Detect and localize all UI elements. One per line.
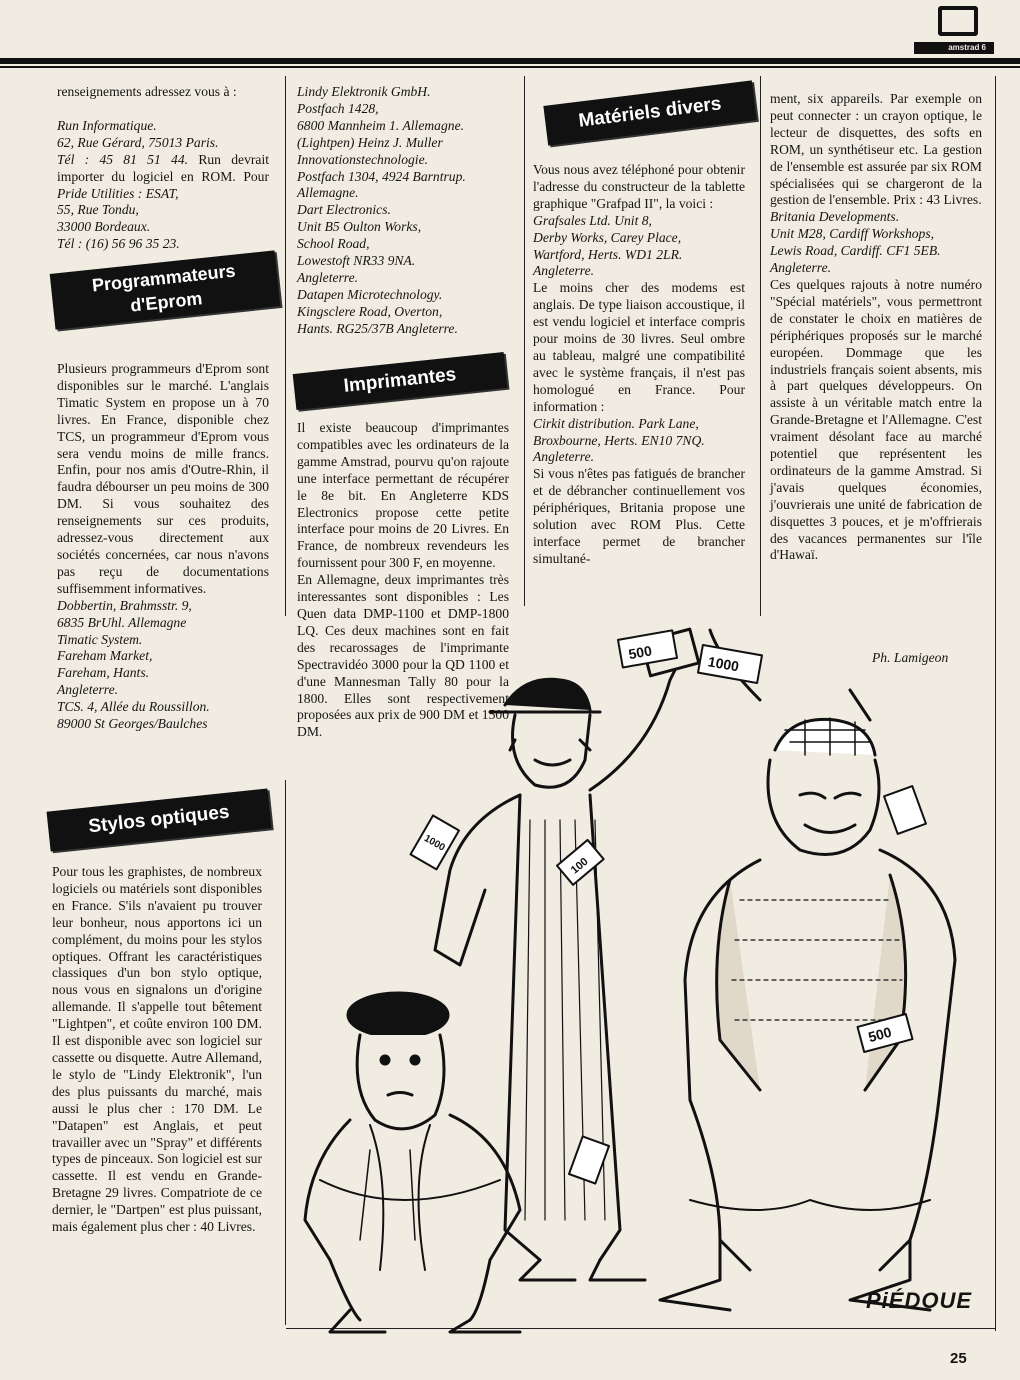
- imprimantes-paragraph-2: En Allemagne, deux imprimantes très interessantes sont disponibles : Les Quen data DMP-1100 et DMP-1800 LQ. Ces deux machines sont en fait des recarossages de l'imprimante Spectravidéo 3000 pour la QD 1100 et d'une Mannesman Tally 80 pour la 1800. Elles sont respectivement proposées aux prix de 900 DM et 1500 DM.: [297, 572, 509, 740]
- column-1-stylos: [52, 864, 262, 1236]
- header-rule: [0, 58, 1020, 64]
- column-3: Vous nous avez téléphoné pour obtenir l'adresse du constructeur de la tablette graphique "Grafpad II", la voici : Grafsales Ltd. Unit 8, Derby Works, Carey Place, Wartford, Herts. WD1 2LR. Angleterre. Le moins cher des modems est anglais. De type liaison accoustique, il est vendu logiciel et interface compris pour moins de 30 livres. Seul ombre au tableau, malgré une compatibilité avec le système français, il n'est pas homologué en France. Pour information : Cirkit distribution. Park Lane, Broxbourne, Herts. EN10 7NQ. Angleterre. Si vous n'êtes pas fatigués de brancher et de débrancher continuellement vos périphériques, Britania propose une solution avec ROM Plus. Cette interface permet de brancher simultané-: [533, 162, 745, 566]
- intro-text: renseignements adressez vous à :: [57, 84, 237, 99]
- column-rule: [760, 76, 761, 616]
- bowler-man-figure: [435, 629, 699, 1280]
- banknote-label: 500: [866, 1023, 894, 1046]
- banknote-label: 100: [568, 855, 591, 877]
- materiels-paragraph-1: Vous nous avez téléphoné pour obtenir l'adresse du constructeur de la tablette graphique "Grafpad II", la voici :: [533, 162, 745, 211]
- eprom-paragraph: Plusieurs programmeurs d'Eprom sont disponibles sur le marché. L'anglais Timatic System en propose un à 70 livres. En France, disponible chez TCS, un programmeur d'Eprom vous sera vendu moins de mille francs. Enfin, pour nos amis d'Outre-Rhin, il faudra débourser un peu moins de 300 DM. Si vous souhaitez des renseignements sur ces produits, adressez-vous directement aux sociétés concernées, car nous n'avons pas reçu de documentations suffisemment informatives.: [57, 361, 269, 596]
- banknote-label: 1000: [421, 833, 447, 854]
- materiels-paragraph-2: Le moins cher des modems est anglais. De type liaison accoustique, il est vendu logiciel et interface compris pour moins de 30 livres. Seul ombre au tableau, malgré une compatibilité avec le système français, il n'est pas homologué en France. Pour information :: [533, 280, 745, 414]
- column-1-eprom: Plusieurs programmeurs d'Eprom sont disponibles sur le marché. L'anglais Timatic System en propose un à 70 livres. En France, disponible chez TCS, un programmeur d'Eprom vous sera vendu moins de mille francs. Enfin, pour nos amis d'Outre-Rhin, il faudra débourser un peu moins de 300 DM. Si vous souhaitez des renseignements sur ces produits, adressez-vous directement aux sociétés concernées, car nous n'avons pas reçu de documentations suffisemment informatives. Dobbertin, Brahmsstr. 9, 6835 BrUhl. Allemagne Timatic System. Fareham Market, Fareham, Hants. Angleterre. TCS. 4, Allée du Roussillon. 89000 St Georges/Baulches: [57, 361, 269, 732]
- run-paragraph: Tél : 45 81 51 44. Run devrait importer du logiciel en ROM. Pour Pride Utilities : ESAT,: [57, 151, 269, 201]
- column-2-addresses: Lindy Elektronik GmbH. Postfach 1428, 6800 Mannheim 1. Allemagne. (Lightpen) Heinz J. Muller Innovationstechnologie. Postfach 1304, 4924 Barntrup. Allemagne. Dart Electronics. Unit B5 Oulton Works, School Road, Lowestoft NR33 9NA. Angleterre. Datapen Microtechnology. Kingsclere Road, Overton, Hants. RG25/37B Angleterre.: [297, 84, 466, 336]
- column-1: renseignements adressez vous à : Run Informatique. 62, Rue Gérard, 75013 Paris. Tél : 45 81 51 44. Run devrait importer du logiciel en ROM. Pour Pride Utilities : ESAT, 55, Rue Tondu, 33000 Bordeaux. Tél : (16) 56 96 35 23.: [57, 84, 269, 252]
- computer-logo-icon: amstrad 6: [912, 6, 996, 56]
- column-4: ment, six appareils. Par exemple on peut connecter : un crayon optique, le lecteur de disquettes, des softs en ROM, un synthétiseur etc. La gestion de l'ensemble est assurée par six ROM spécialisées qui se chargeront de la gestion de l'ensemble. Prix : 43 Livres. Britania Developments. Unit M28, Cardiff Workshops, Lewis Road, Cardiff. CF1 5EB. Angleterre. Ces quelques rajouts à notre numéro "Spécial matériels", vous permettront de constater le choix en matières de périphériques proposés sur le marché européen. Dommage que les industriels français soient absents, mis à part quelques développeurs. On assiste à un véritable match entre la Grande-Bretagne et l'Allemagne. C'est vraiment désolant face au marché potentiel que représentent les ordinateurs de la gamme Amstrad. Si j'avais quelques économies, j'ouvrierais une unité de fabrication de disquettes 3 pouces, et je m'offrierais des vacances permanentes sur l'île d'Hawaï.: [770, 91, 982, 563]
- page-number: 25: [950, 1350, 967, 1367]
- banknote-label: 500: [627, 642, 654, 663]
- header-rule-thin: [0, 66, 1020, 68]
- banknote-icons: [411, 630, 926, 1183]
- stylos-paragraph: Pour tous les graphistes, de nombreux logiciels ou matériels sont disponibles en France. S'ils n'avaient pu trouver leur bonheur, nous apportons ici un complément, du moins pour les stylos optiques. Offrant les caractéristiques classiques d'un bon stylo optique, nous vous en signalons un d'origine allemande. Il s'appelle tout bêtement "Lightpen", et coûte environ 100 DM. Il est disponible avec son logiciel sur cassette ou disquette. Autre Allemand, le stylo de "Lindy Elektronik", l'un des plus puissants du marché, mais aussi le plus cher : 170 DM. Le "Datapen" est Anglais, et peut travailler avec un "Spray" et différents types de pinceaux. Son logiciel est sur cassette. Il est vendu en Grande-Bretagne 29 livres. Compatriote de ce dernier, le "Dartpen" est plus puissant, mais également plus cher : 40 Livres.: [52, 864, 262, 1235]
- cartoonist-signature: PiÉDOUE: [866, 1288, 973, 1313]
- column-rule: [285, 780, 286, 1325]
- column-rule: [524, 76, 525, 606]
- checked-cap-man-figure: [660, 630, 955, 1310]
- heading-stylos: Stylos optiques: [47, 789, 272, 852]
- imprimantes-paragraph-1: Il existe beaucoup d'imprimantes compatibles avec les ordinateurs de la gamme Amstrad, pourvu qu'on rajoute une interface permettant de récupérer le 8e bit. En Angleterre KDS Electronics propose cette petite interface pour moins de 20 Livres. En France, de nombreux revendeurs les fournissent pour 300 F, en moyenne.: [297, 420, 509, 571]
- column-rule: [285, 76, 286, 616]
- conclusion-paragraph: Ces quelques rajouts à notre numéro "Spécial matériels", vous permettront de constater le choix en matières de périphériques proposés sur le marché européen. Dommage que les industriels français soient absents, mis à part quelques développeurs. On assiste à un véritable match entre la Grande-Bretagne et l'Allemagne. C'est vraiment désolant face au marché potentiel que représentent les ordinateurs de la gamme Amstrad. Si j'avais quelques économies, j'ouvrierais une unité de fabrication de disquettes 3 pouces, et je m'offrierais des vacances permanentes sur l'île d'Hawaï.: [770, 276, 982, 563]
- banknote-label: 1000: [706, 653, 741, 675]
- heading-programmateurs: Programmateurs d'Eprom: [50, 250, 281, 329]
- heading-imprimantes: Imprimantes: [293, 352, 508, 410]
- suite-paragraph: ment, six appareils. Par exemple on peut connecter : un crayon optique, le lecteur de disquettes, des softs en ROM, un synthétiseur etc. La gestion de l'ensemble est assurée par six ROM spécialisées qui se chargeront de la gestion de l'ensemble. Prix : 43 Livres.: [770, 91, 982, 208]
- cartoon-illustration: [290, 620, 1000, 1340]
- beret-man-figure: [305, 993, 520, 1332]
- author-signature: Ph. Lamigeon: [872, 650, 949, 665]
- heading-materiels: Matériels divers: [543, 80, 756, 145]
- materiels-paragraph-3: Si vous n'êtes pas fatigués de brancher et de débrancher continuellement vos périphériques, Britania propose une solution avec ROM Plus. Cette interface permet de brancher simultané-: [533, 466, 745, 566]
